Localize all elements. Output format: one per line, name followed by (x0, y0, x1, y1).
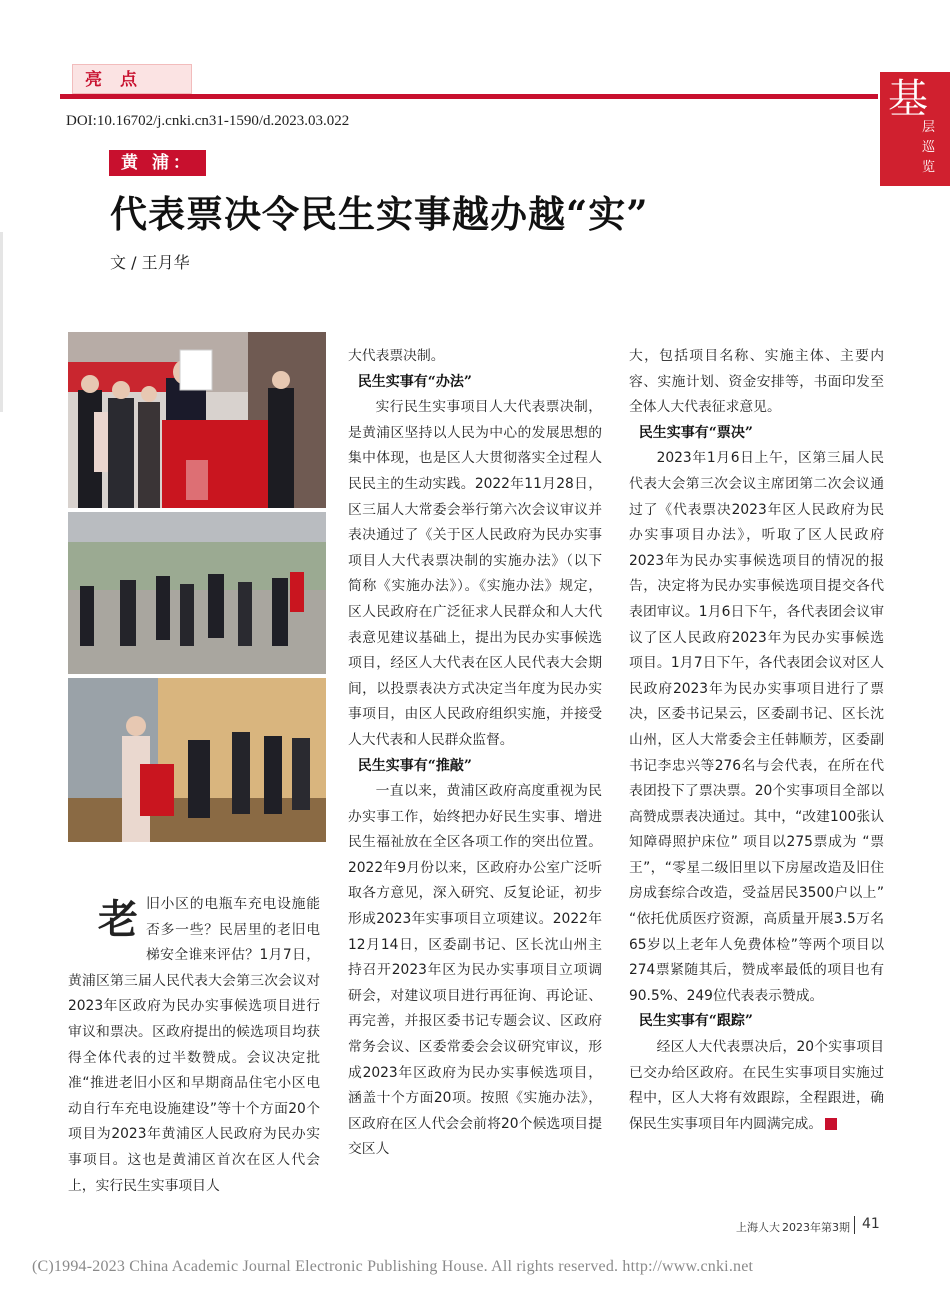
side-tab-char-1: 层 (922, 120, 936, 135)
column-3 (629, 344, 884, 1137)
footer-separator (854, 1216, 855, 1234)
page-number: 41 (862, 1216, 880, 1232)
copyright-line: (C)1994-2023 China Academic Journal Electronic Publishing House. All rights reserved. http://www.cnki.net (32, 1258, 754, 1275)
ballot-photo-3 (68, 678, 326, 842)
side-tab-char-2: 巡 (922, 140, 936, 155)
col3-heading-2: 民生实事有“跟踪” (638, 1013, 753, 1030)
col3-paragraph-2-text: 经区人大代表票决后，20个实事项目已交办给区政府。在民生实事项目实施过程中，区人大将有效跟踪，全程跟进，确保民生实事项目年内圆满完成。 (629, 1039, 884, 1132)
article-title: 代表票决令民生实事越办越“实” (110, 192, 649, 236)
column-2 (348, 344, 602, 1163)
ballot-photo-1 (68, 332, 326, 508)
col2-heading-2: 民生实事有“推敲” (357, 757, 472, 774)
col1-paragraph-1: 旧小区的电瓶车充电设施能否多一些？民居里的老旧电梯安全谁来评估？1月7日，黄浦区第三届人民代表大会第三次会议对2023年区政府为民办实事候选项目进行审议和票决。区政府提出的候选项目均获得全体代表的过半数赞成。会议决定批准“推进老旧小区和早期商品住宅小区电动自行车充电设施建设”等十个方面20个项目为2023年黄浦区人民政府为民办实事项目。这也是黄浦区首次在区人代会上，实行民生实事项目人 (68, 896, 320, 1194)
col2-paragraph-1: 实行民生实事项目人大代表票决制，是黄浦区坚持以人民为中心的发展思想的集中体现，也是区人大贯彻落实全过程人民民主的生动实践。2022年11月28日，区三届人大常委会举行第六次会议审议并表决通过了《关于区人民政府为民办实事项目人大代表票决制的实施办法》（以下简称《实施办法》）。《实施办法》规定，区人民政府在广泛征求人民群众和人大代表意见建议基础上，提出为民办实事候选项目，经区人大代表在区人民代表大会期间，以投票表决方式决定当年度为民办实事项目，由区人民政府组织实施，并接受人大代表和人民群众监督。 (348, 399, 602, 748)
side-tab-big-char: 基 (888, 76, 928, 122)
footer-brand: 上海人大 (736, 1221, 780, 1234)
col2-paragraph-0: 大代表票决制。 (348, 348, 445, 364)
col3-heading-1: 民生实事有“票决” (638, 424, 753, 441)
col2-paragraph-2: 一直以来，黄浦区政府高度重视为民办实事工作，始终把办好民生实事、增进民生福祉放在全区各项工作的突出位置。2022年9月份以来，区政府办公室广泛听取各方意见，深入研究、反复论证，初步形成2023年实事项目立项建议。2022年12月14日，区委副书记、区长沈山州主持召开2023年区为民办实事项目立项调研会，对建议项目进行再征询、再论证、再完善，并报区委书记专题会议、区政府常务会议、区委常委会会议研究审议，形成2023年区政府为民办实事候选项目，涵盖十个方面20项。按照《实施办法》，区政府在区人代会会前将20个候选项目提交区人 (348, 783, 602, 1158)
col3-paragraph-0: 大，包括项目名称、实施主体、主要内容、实施计划、资金安排等，书面印发至全体人大代表征求意见。 (629, 348, 884, 416)
article-author: 文 / 王月华 (110, 253, 190, 272)
side-tab-char-3: 览 (922, 160, 936, 175)
end-mark-icon (825, 1118, 837, 1130)
col3-paragraph-1: 2023年1月6日上午，区第三届人民代表大会第三次会议主席团第二次会议通过了《代表票决2023年区人民政府为民办实事项目办法》，听取了区人民政府2023年为民办实事候选项目的情况的报告，决定将为民办实事候选项目提交各代表团审议。1月6日下午，各代表团会议审议了区人民政府2023年为民办实事候选项目。1月7日下午，各代表团会议对区人民政府2023年为民办实事项目进行了票决，区委书记杲云，区委副书记、区长沈山州，区人大常委会主任韩顺芳，区委副书记李忠兴等276名与会代表，在所在代表团投下了票决票。20个实事项目全部以高赞成票表决通过。其中，“改建100张认知障碍照护床位” 项目以275票成为 “票王”，“零星二级旧里以下房屋改造及旧住房成套综合改造，受益居民3500户以上” “依托优质医疗资源，高质量开展3.5万名65岁以上老年人免费体检”等两个项目以274票紧随其后，赞成率最低的项目也有90.5%、249位代表表示赞成。 (629, 450, 884, 1004)
ballot-photo-2 (68, 512, 326, 674)
margin-bar (0, 232, 3, 412)
col2-heading-1: 民生实事有“办法” (357, 373, 472, 390)
column-1 (68, 892, 320, 1199)
header-rule (60, 94, 878, 99)
col3-paragraph-2 (629, 1035, 884, 1137)
section-label: 亮点 (72, 64, 192, 94)
side-tab (880, 72, 950, 186)
drop-cap: 老 (98, 896, 138, 943)
footer-issue: 2023年第3期 (782, 1221, 850, 1234)
doi: DOI:10.16702/j.cnki.cn31-1590/d.2023.03.022 (66, 113, 350, 129)
location-tag: 黄 浦： (109, 150, 206, 176)
